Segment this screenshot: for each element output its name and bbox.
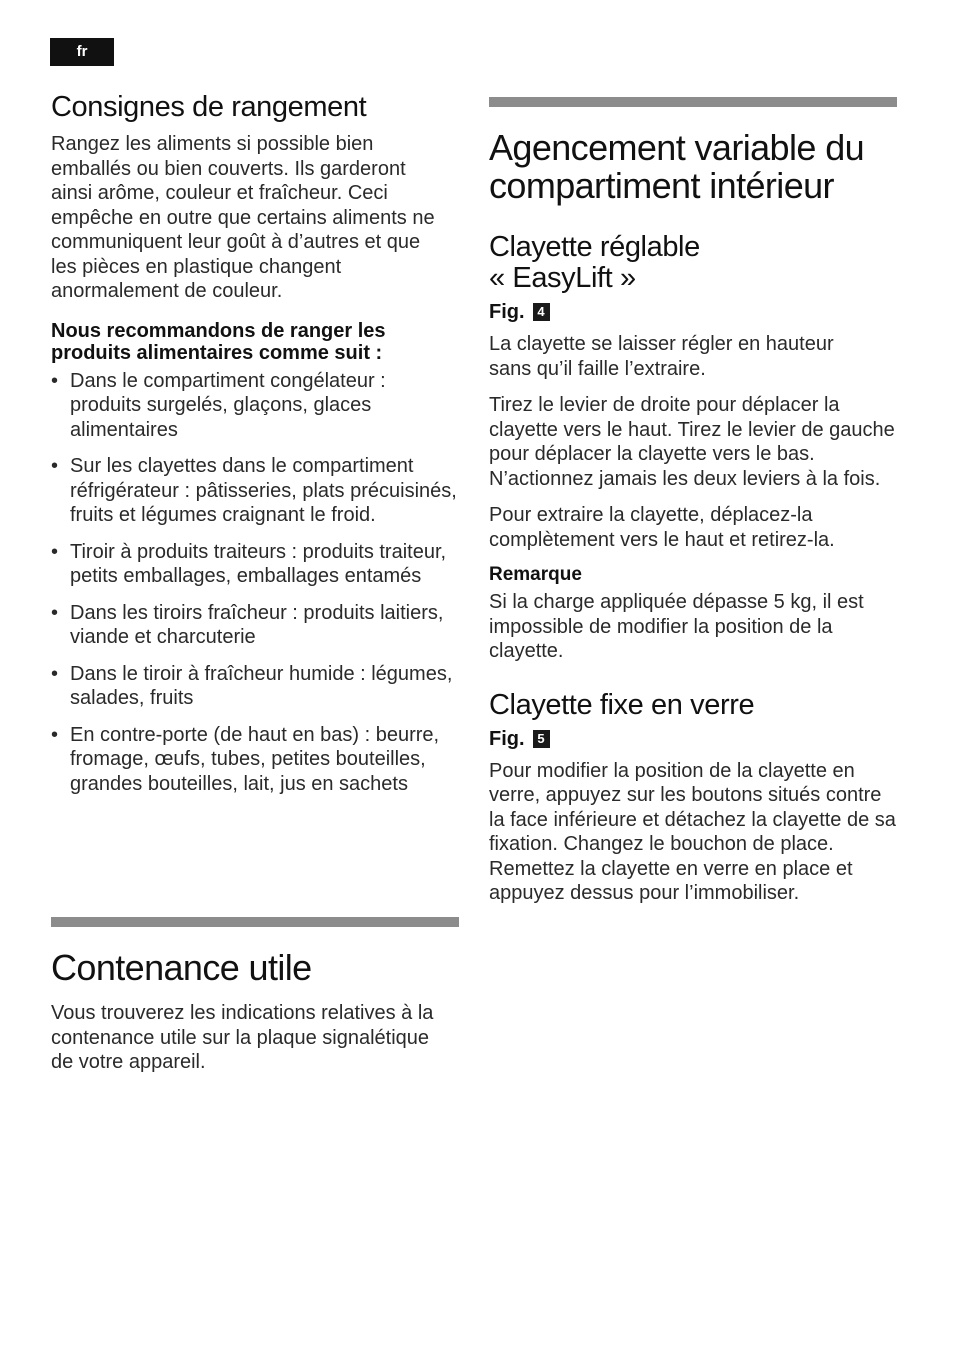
language-tab: fr: [50, 38, 114, 66]
storage-list-item: [51, 601, 461, 650]
storage-list-item: [51, 454, 461, 528]
bullet-icon: •: [51, 455, 59, 477]
figure-label: Fig.: [489, 301, 525, 323]
storage-list-item: [51, 369, 461, 443]
storage-list-item: [51, 662, 461, 711]
storage-recommendation-intro: Nous recommandons de ranger les produits alimentaires comme suit :: [51, 319, 386, 364]
section-divider: [51, 917, 459, 927]
bullet-icon: •: [51, 369, 59, 392]
glass-shelf-paragraph: Pour modifier la position de la clayette en verre, appuyez sur les boutons situés contre la face inférieure et détachez la clayette de sa fixation. Changez le bouchon de place. Remettez la clayette en verre en place et appuyez dessus pour l’immobiliser.: [489, 759, 896, 904]
figure-number-badge: 5: [533, 730, 550, 748]
bullet-icon: •: [51, 662, 59, 685]
storage-list-item-text: Dans le compartiment congélateur : produits surgelés, glaçons, glaces alimentaires: [70, 369, 386, 441]
section-title-storage: Consignes de rangement: [51, 91, 367, 123]
easylift-title-line2: « EasyLift »: [489, 262, 636, 294]
storage-list-item-text: Dans les tiroirs fraîcheur : produits laitiers, viande et charcuterie: [70, 601, 444, 648]
section-title-layout: Agencement variable du compartiment intérieur: [489, 127, 865, 206]
easylift-paragraph-1: La clayette se laisser régler en hauteur sans qu’il faille l’extraire.: [489, 333, 834, 380]
figure-reference-5: [489, 727, 899, 751]
storage-list-item: [51, 540, 461, 589]
storage-list: [51, 369, 461, 797]
figure-reference-4: [489, 300, 899, 324]
easylift-paragraph-3: Pour extraire la clayette, déplacez-la complètement vers le haut et retirez-la.: [489, 504, 835, 551]
storage-paragraph: Rangez les aliments si possible bien emballés ou bien couverts. Ils garderont ainsi arôme, couleur et fraîcheur. Ceci empêche en outre que certains aliments ne communiquent leur goût à d’autres et que les pièces en plastique changent anormalement de couleur.: [51, 133, 435, 302]
bullet-icon: •: [51, 601, 59, 624]
note-text: Si la charge appliquée dépasse 5 kg, il est impossible de modifier la position de la clayette.: [489, 591, 864, 662]
easylift-title-line1: Clayette réglable: [489, 231, 700, 263]
storage-list-item: [51, 723, 461, 797]
capacity-paragraph: Vous trouverez les indications relatives à la contenance utile sur la plaque signalétique de votre appareil.: [51, 1002, 434, 1073]
figure-number-badge: 4: [533, 303, 550, 321]
note-title: Remarque: [489, 564, 582, 585]
subsection-title-easylift: [489, 232, 899, 294]
left-column: [51, 92, 461, 808]
figure-label: Fig.: [489, 727, 525, 750]
storage-list-item-text: Tiroir à produits traiteurs : produits traiteur, petits emballages, emballages entamés: [70, 540, 447, 587]
right-column: [489, 97, 899, 906]
capacity-section: [51, 917, 461, 1075]
section-title-capacity: Contenance utile: [51, 947, 312, 988]
easylift-paragraph-2: Tirez le levier de droite pour déplacer la clayette vers le haut. Tirez le levier de gauche pour déplacer la clayette vers le bas. N’actionnez jamais les deux leviers à la fois.: [489, 394, 895, 490]
subsection-title-glass-shelf: Clayette fixe en verre: [489, 688, 755, 721]
section-divider: [489, 97, 897, 107]
bullet-icon: •: [51, 540, 59, 563]
storage-list-item-text: Dans le tiroir à fraîcheur humide : légumes, salades, fruits: [70, 662, 453, 709]
storage-list-item-text: Sur les clayettes dans le compartiment réfrigérateur : pâtisseries, plats précuisinés, fruits et légumes craignant le froid.: [70, 455, 457, 526]
bullet-icon: •: [51, 723, 59, 746]
storage-list-item-text: En contre-porte (de haut en bas) : beurre, fromage, œufs, tubes, petites bouteilles, grandes bouteilles, lait, jus en sachets: [70, 723, 440, 795]
